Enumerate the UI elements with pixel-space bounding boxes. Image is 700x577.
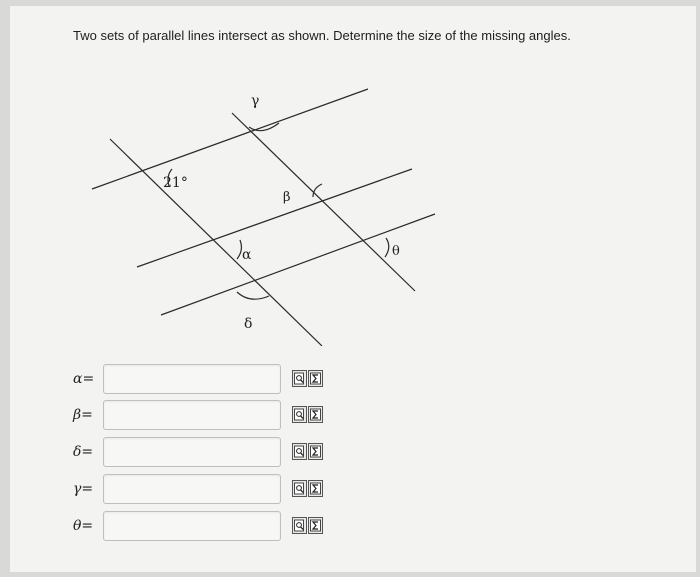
- preview-icon[interactable]: [292, 370, 307, 387]
- preview-icon[interactable]: [292, 406, 307, 423]
- question-text: Two sets of parallel lines intersect as shown. Determine the size of the missing angles.: [73, 28, 571, 43]
- preview-icon[interactable]: [292, 517, 307, 534]
- preview-icon[interactable]: [292, 480, 307, 497]
- parallel-lines-diagram: [10, 6, 696, 346]
- answer-row-beta: [10, 400, 350, 432]
- arc-theta: [385, 238, 389, 257]
- equation-editor-icon[interactable]: [308, 406, 323, 423]
- answer-row-alpha: [10, 364, 350, 396]
- answer-tools: [292, 480, 324, 498]
- equation-editor-icon[interactable]: [308, 370, 323, 387]
- answer-row-delta: [10, 437, 350, 469]
- answer-tools: [292, 443, 324, 461]
- label-delta: δ: [244, 316, 253, 332]
- label-theta: θ: [392, 244, 400, 259]
- label-beta: β: [283, 190, 291, 205]
- label-21-degree: 21°: [163, 175, 188, 191]
- answer-label: β=: [73, 407, 93, 423]
- label-alpha: α: [242, 247, 252, 263]
- label-gamma: γ: [251, 93, 260, 109]
- answer-label: γ=: [73, 481, 94, 497]
- arc-delta: [237, 292, 269, 299]
- gamma-answer-input[interactable]: [103, 474, 281, 504]
- theta-answer-input[interactable]: [103, 511, 281, 541]
- equation-editor-icon[interactable]: [308, 480, 323, 497]
- answer-label: α=: [73, 371, 95, 387]
- arc-alpha: [237, 240, 241, 259]
- arc-beta: [313, 184, 322, 197]
- answer-label: δ=: [73, 444, 94, 460]
- answer-tools: [292, 406, 324, 424]
- equation-editor-icon[interactable]: [308, 517, 323, 534]
- alpha-answer-input[interactable]: [103, 364, 281, 394]
- answer-label: θ=: [73, 518, 94, 534]
- delta-answer-input[interactable]: [103, 437, 281, 467]
- preview-icon[interactable]: [292, 443, 307, 460]
- equation-editor-icon[interactable]: [308, 443, 323, 460]
- answer-row-theta: [10, 511, 350, 543]
- answer-row-gamma: [10, 474, 350, 506]
- parallel-line-top: [92, 89, 368, 189]
- transversal-right: [232, 113, 415, 291]
- answer-tools: [292, 517, 324, 535]
- answer-tools: [292, 370, 324, 388]
- question-page: [10, 6, 696, 572]
- beta-answer-input[interactable]: [103, 400, 281, 430]
